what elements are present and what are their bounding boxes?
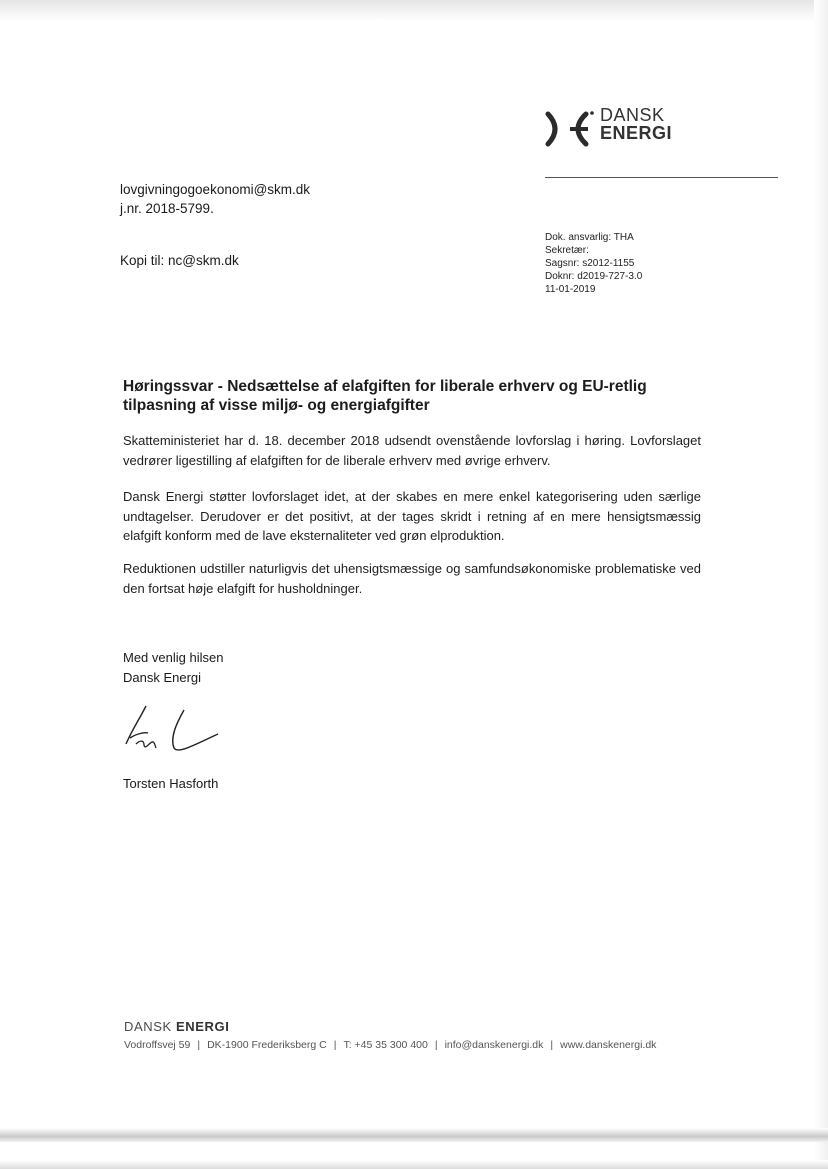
recipient-block — [120, 180, 310, 218]
logo-wordmark — [600, 106, 672, 142]
footer-contact: Vodroffsvej 59 | DK-1900 Frederiksberg C | T: +45 35 300 400 | info@danskenergi.dk | www.danskenergi.dk — [124, 1039, 657, 1051]
logo-word-energi: ENERGI — [600, 123, 673, 143]
footer-website: www.danskenergi.dk — [560, 1039, 657, 1051]
dansk-energi-logo-icon — [544, 110, 594, 148]
footer-brand-energi: ENERGI — [176, 1019, 230, 1034]
paragraph-2: Dansk Energi støtter lovforslaget idet, at der skabes en mere enkel kategorisering uden særlige undtagelser. Derudover er det positivt, at der tages skridt i retning af en mere hensigtsmæssig elafgift konform med de lave eksternaliteter ved grøn elproduktion. — [123, 489, 701, 543]
closing — [123, 648, 223, 687]
paragraph-1: Skatteministeriet har d. 18. december 2018 udsendt ovenstående lovforslag i høring. Lovforslaget vedrører ligestilling af elafgiften for de liberale erhverv med øvrige erhverv. — [123, 433, 701, 468]
meta-date: 11-01-2019 — [545, 284, 596, 295]
scan-shadow-bottom — [0, 1128, 828, 1142]
handwritten-signature — [118, 700, 228, 760]
paragraph-3: Reduktionen udstiller naturligvis det uhensigtsmæssige og samfundsøkonomiske problematiske ved den fortsat høje elafgift for husholdninger. — [123, 561, 701, 596]
scan-shadow-top — [0, 0, 828, 22]
closing-organisation: Dansk Energi — [123, 669, 202, 685]
logo-word-dansk: DANSK — [600, 105, 665, 125]
recipient-email: lovgivningogoekonomi@skm.dk — [120, 182, 311, 197]
scan-shadow-right — [814, 0, 828, 1169]
footer-address: Vodroffsvej 59 — [124, 1039, 191, 1051]
meta-case-number: Sagsnr: s2012-1155 — [545, 258, 635, 269]
scan-edge-bottom — [0, 1160, 828, 1169]
footer-brand — [124, 1019, 229, 1034]
footer-postal: DK-1900 Frederiksberg C — [207, 1039, 327, 1051]
header-rule — [545, 177, 778, 178]
document-meta — [545, 231, 642, 296]
closing-greeting: Med venlig hilsen — [123, 650, 224, 665]
signer-name: Torsten Hasforth — [123, 776, 219, 791]
copy-to: Kopi til: nc@skm.dk — [120, 253, 239, 268]
meta-responsible: Dok. ansvarlig: THA — [545, 232, 634, 243]
recipient-reference: j.nr. 2018-5799. — [120, 201, 214, 216]
dansk-energi-logo — [544, 106, 694, 152]
meta-document-number: Doknr: d2019-727-3.0 — [545, 271, 643, 282]
letter-heading: Høringssvar - Nedsættelse af elafgiften for liberale erhverv og EU-retlig tilpasning af visse miljø- og energiafgifter — [123, 378, 647, 414]
footer-phone: T: +45 35 300 400 — [343, 1039, 428, 1051]
meta-secretary: Sekretær: — [545, 245, 589, 256]
footer-brand-dansk: DANSK — [124, 1019, 172, 1034]
footer-email: info@danskenergi.dk — [444, 1039, 544, 1051]
